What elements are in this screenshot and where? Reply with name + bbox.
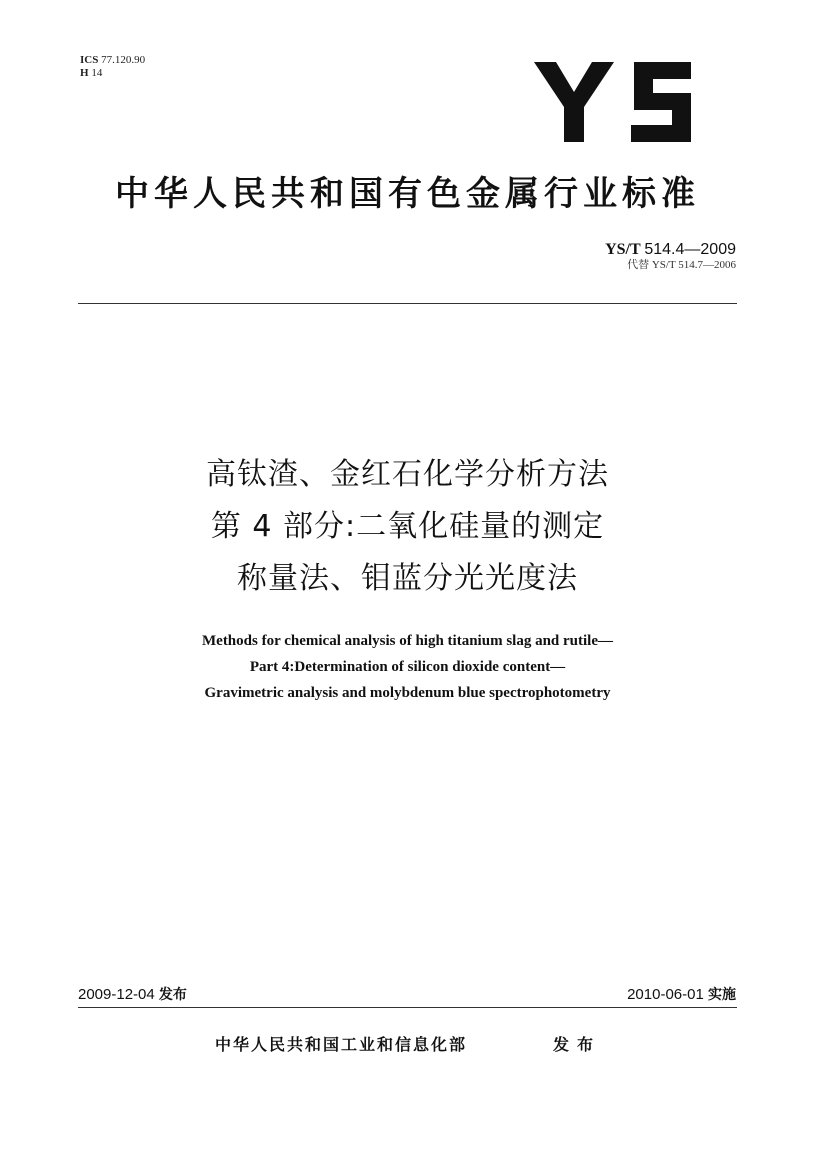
- organization-title: 中华人民共和国有色金属行业标准: [115, 174, 700, 214]
- ccs-line: [80, 67, 145, 80]
- standard-number-block: [605, 241, 736, 272]
- issuing-authority: 中华人民共和国工业和信息化部: [215, 1035, 468, 1054]
- issue-date-value: 2009-12-04: [78, 986, 155, 1003]
- ics-code: 77.120.90: [101, 54, 146, 66]
- ccs-label: H: [80, 67, 89, 79]
- classification-codes: [80, 54, 145, 80]
- issue-date: [78, 984, 187, 1004]
- title-cn-line-1: 高钛渣、金红石化学分析方法: [206, 457, 609, 492]
- issue-date-label: 发布: [158, 987, 187, 1003]
- title-en-line-3: Gravimetric analysis and molybdenum blue spectrophotometry: [204, 685, 611, 701]
- standard-prefix: YS/T: [605, 241, 641, 258]
- footer-divider: [78, 1007, 737, 1008]
- standard-code: [605, 241, 736, 259]
- title-cn-line-3: 称量法、钼蓝分光光度法: [237, 561, 578, 596]
- implementation-date-value: 2010-06-01: [627, 986, 704, 1003]
- header-divider: [78, 303, 737, 304]
- ics-label: ICS: [80, 54, 99, 66]
- title-en-line-2: Part 4:Determination of silicon dioxide content—: [249, 659, 566, 675]
- implementation-date-label: 实施: [708, 987, 736, 1003]
- ics-line: [80, 54, 145, 67]
- implementation-date: [627, 984, 736, 1004]
- ys-logo: [534, 62, 694, 142]
- issuing-action: 发布: [553, 1035, 602, 1054]
- title-en-line-1: Methods for chemical analysis of high titanium slag and rutile—: [202, 633, 613, 649]
- ccs-code: 14: [91, 67, 103, 79]
- title-cn-line-2: 第 4 部分:二氧化硅量的测定: [210, 509, 605, 544]
- replaces-standard: 代替 YS/T 514.7—2006: [627, 259, 736, 271]
- standard-number: 514.4—2009: [644, 241, 736, 258]
